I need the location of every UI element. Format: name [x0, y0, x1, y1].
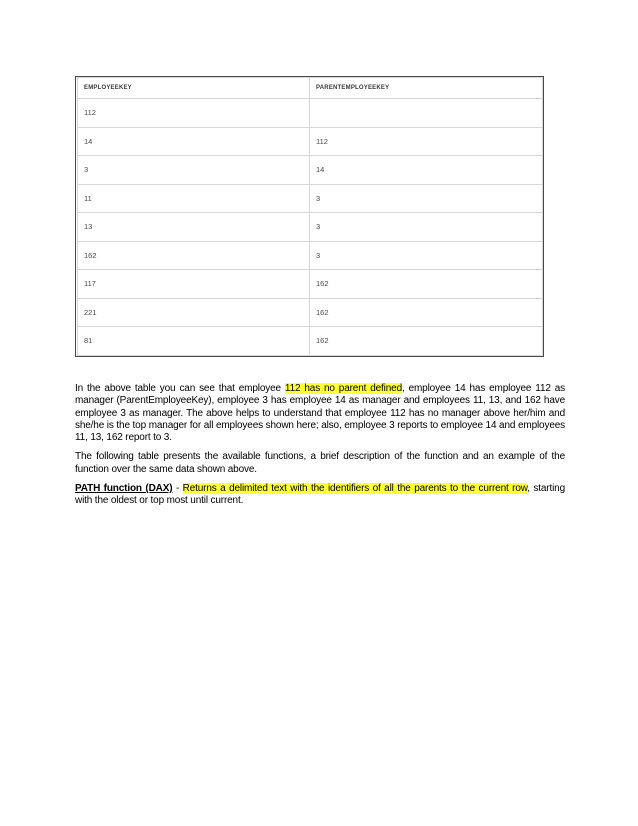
- paragraph-functions-intro: The following table presents the available functions, a brief description of the function and an example of the function over the same data shown above.: [75, 451, 565, 475]
- table-row: [78, 184, 543, 213]
- table-row: [78, 213, 543, 242]
- cell-employeekey: 81: [78, 327, 310, 356]
- cell-employeekey: 3: [78, 156, 310, 185]
- cell-parentemployeekey: 162: [310, 298, 543, 327]
- employee-table-frame: [75, 76, 544, 357]
- cell-parentemployeekey: [310, 99, 543, 128]
- cell-employeekey: 11: [78, 184, 310, 213]
- highlight-no-parent: 112 has no parent defined: [284, 383, 402, 394]
- cell-employeekey: 162: [78, 241, 310, 270]
- path-function-after: , starting with the oldest or top most until current.: [75, 483, 566, 507]
- cell-parentemployeekey: 3: [310, 241, 543, 270]
- table-row: [78, 99, 543, 128]
- header-employeekey: EMPLOYEEKEY: [78, 78, 310, 99]
- body-text: [75, 383, 565, 515]
- cell-parentemployeekey: 14: [310, 156, 543, 185]
- paragraph-1-after: , employee 14 has employee 112 as manager (ParentEmployeeKey), employee 3 has employee 14 as manager and employees 11, 13, and 162 have employee 3 as manager. The above helps to understand that employee 112 has no manager above her/him and she/he is the top manager for all employees shown here; also, employee 3 reports to employee 14 and employees 11, 13, 162 report to 3.: [75, 383, 565, 444]
- table-row: [78, 127, 543, 156]
- paragraph-path-function: [75, 483, 565, 508]
- cell-parentemployeekey: 162: [310, 270, 543, 299]
- cell-employeekey: 117: [78, 270, 310, 299]
- cell-parentemployeekey: 3: [310, 184, 543, 213]
- path-function-separator: -: [172, 483, 183, 495]
- table-row: [78, 270, 543, 299]
- path-function-label: PATH function (DAX): [75, 483, 173, 495]
- header-parentemployeekey: PARENTEMPLOYEEKEY: [310, 78, 543, 99]
- cell-employeekey: 14: [78, 127, 310, 156]
- table-row: [78, 241, 543, 270]
- employee-table: [77, 77, 543, 356]
- cell-parentemployeekey: 162: [310, 327, 543, 356]
- cell-employeekey: 13: [78, 213, 310, 242]
- table-row: [78, 298, 543, 327]
- cell-parentemployeekey: 3: [310, 213, 543, 242]
- highlight-path-description: Returns a delimited text with the identifiers of all the parents to the current row: [182, 483, 528, 495]
- paragraph-1-before: In the above table you can see that employee: [75, 383, 285, 394]
- table-row: [78, 327, 543, 356]
- cell-employeekey: 221: [78, 298, 310, 327]
- table-header-row: [78, 78, 543, 99]
- table-row: [78, 156, 543, 185]
- cell-employeekey: 112: [78, 99, 310, 128]
- paragraph-table-explanation: [75, 383, 565, 444]
- cell-parentemployeekey: 112: [310, 127, 543, 156]
